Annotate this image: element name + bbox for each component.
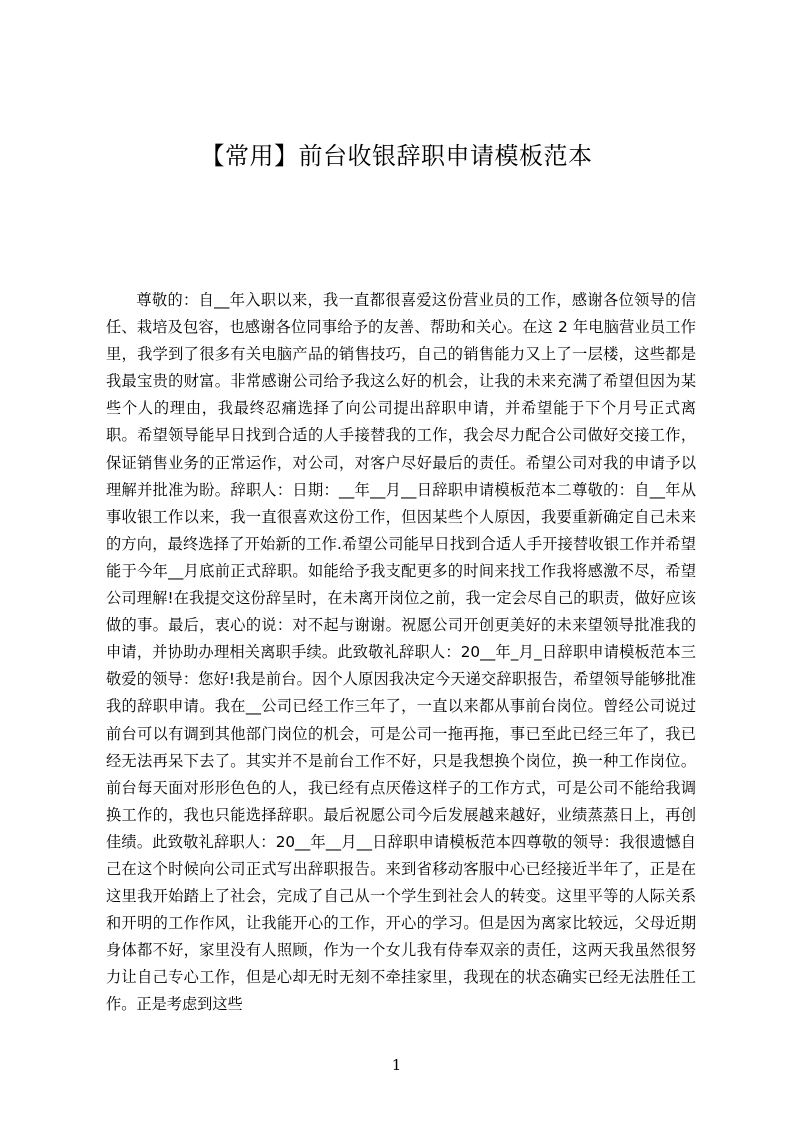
page-number: 1 xyxy=(391,1056,402,1074)
document-body: 尊敬的：自__年入职以来，我一直都很喜爱这份营业员的工作，感谢各位领导的信任、栽培及包容，也感谢各位同事给予的友善、帮助和关心。在这 2 年电脑营业员工作里，我学到了很多有关电脑产品的销售技巧，自己的销售能力又上了一层楼，这些都是我最宝贵的财富。非常感谢公司给予我这么好的机会，让我的未来充满了希望但因为某些个人的理由，我最终忍痛选择了向公司提出辞职申请，并希望能于下个月号正式离职。希望领导能早日找到合适的人手接替我的工作，我会尽力配合公司做好交接工作，保证销售业务的正常运作，对公司，对客户尽好最后的责任。希望公司对我的申请予以理解并批准为盼。辞职人：日期：__年__月__日辞职申请模板范本二尊敬的：自__年从事收银工作以来，我一直很喜欢这份工作，但因某些个人原因，我要重新确定自己未来的方向，最终选择了开始新的工作.希望公司能早日找到合适人手开接替收银工作并希望能于今年__月底前正式辞职。如能给予我支配更多的时间来找工作我将感激不尽，希望公司理解!在我提交这份辞呈时，在未离开岗位之前，我一定会尽自己的职责，做好应该做的事。最后，衷心的说：对不起与谢谢。祝愿公司开创更美好的未来望领导批准我的申请，并协助办理相关离职手续。此致敬礼辞职人：20__年_月_日辞职申请模板范本三敬爱的领导：您好!我是前台。因个人原因我决定今天递交辞职报告，希望领导能够批准我的辞职申请。我在__公司已经工作三年了，一直以来都从事前台岗位。曾经公司说过前台可以有调到其他部门岗位的机会，可是公司一拖再拖，事已至此已经三年了，我已经无法再呆下去了。其实并不是前台工作不好，只是我想换个岗位，换一种工作岗位。前台每天面对形形色色的人，我已经有点厌倦这样子的工作方式，可是公司不能给我调换工作的，我也只能选择辞职。最后祝愿公司今后发展越来越好，业绩蒸蒸日上，再创佳绩。此致敬礼辞职人：20__年__月__日辞职申请模板范本四尊敬的领导：我很遗憾自己在这个时候向公司正式写出辞职报告。来到省移动客服中心已经接近半年了，正是在这里我开始踏上了社会，完成了自己从一个学生到社会人的转变。这里平等的人际关系和开明的工作作风，让我能开心的工作，开心的学习。但是因为离家比较远，父母近期身体都不好，家里没有人照顾，作为一个女儿我有侍奉双亲的责任，这两天我虽然很努力让自己专心工作，但是心却无时无刻不牵挂家里，我现在的状态确实已经无法胜任工作。正是考虑到这些 xyxy=(106,291,696,1014)
document-title: 【常用】前台收银辞职申请模板范本 xyxy=(200,142,593,170)
